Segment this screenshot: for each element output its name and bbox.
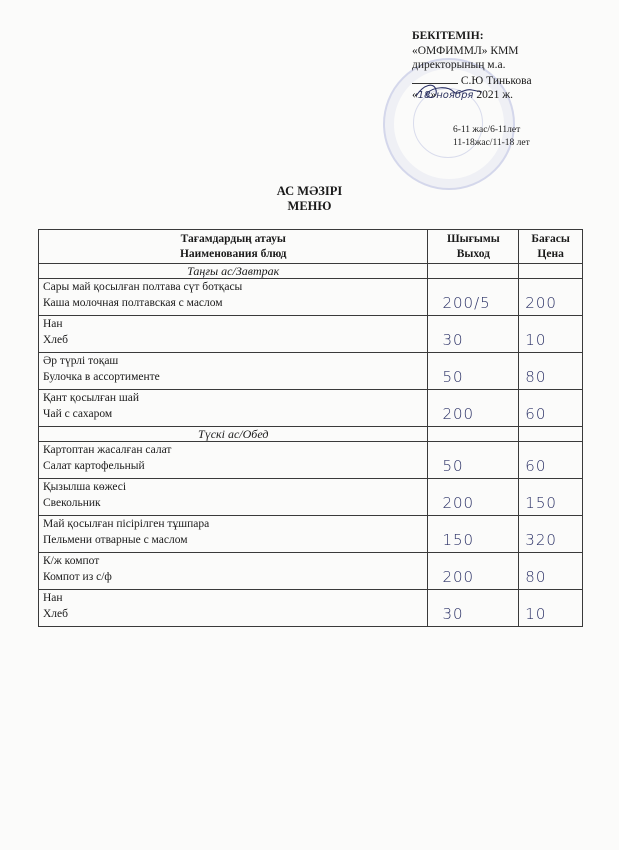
section-label-breakfast: Таңғы ас/Завтрак: [39, 264, 428, 279]
dish-output: [428, 316, 519, 353]
table-row: [39, 442, 583, 479]
price-value: 60: [525, 405, 547, 423]
header-price-ru: Цена: [537, 247, 564, 260]
dish-name-kz: Әр түрлі тоқаш: [43, 355, 119, 367]
output-value: 30: [442, 605, 464, 623]
header-price: [519, 230, 583, 264]
dish-output: [428, 390, 519, 427]
price-value: 60: [525, 457, 547, 475]
price-value: 10: [525, 605, 547, 623]
dish-name: [39, 353, 428, 390]
dish-name-kz: Май қосылған пісірілген тұшпара: [43, 518, 210, 530]
dish-price: [519, 590, 583, 627]
dish-name-kz: К/ж компот: [43, 555, 100, 567]
dish-output: [428, 479, 519, 516]
dish-name-ru: Салат картофельный: [43, 459, 145, 472]
dish-output: [428, 553, 519, 590]
dish-price: [519, 442, 583, 479]
dish-price: [519, 553, 583, 590]
dish-price: [519, 390, 583, 427]
price-value: 10: [525, 331, 547, 349]
dish-name-kz: Нан: [43, 592, 63, 604]
dish-name-ru: Каша молочная полтавская с маслом: [43, 296, 223, 309]
approval-signer: С.Ю Тинькова: [460, 74, 532, 87]
approval-signer-line: [412, 73, 612, 89]
date-year: 2021 ж.: [476, 89, 514, 101]
dish-output: [428, 516, 519, 553]
dish-name-ru: Пельмени отварные с маслом: [43, 533, 188, 546]
table-row: [39, 590, 583, 627]
age-group-1: 6-11 жас/6-11лет: [453, 125, 521, 135]
dish-name-ru: Свекольник: [43, 496, 101, 509]
date-open-quote: «: [412, 89, 418, 101]
table-row: [39, 316, 583, 353]
age-groups: [453, 124, 530, 149]
price-value: 80: [525, 568, 547, 586]
date-month: ноября: [436, 90, 474, 101]
output-value: 200: [442, 494, 475, 512]
dish-name-ru: Чай с сахаром: [43, 407, 113, 420]
header-out-ru: Выход: [456, 247, 490, 260]
dish-output: [428, 590, 519, 627]
table-row: [39, 390, 583, 427]
header-name-ru: Наименования блюд: [179, 247, 287, 260]
menu-title-ru: МЕНЮ: [287, 199, 332, 213]
output-value: 50: [442, 457, 464, 475]
date-day: 18: [417, 90, 431, 101]
menu-title-kz: АС МӘЗІРІ: [276, 184, 343, 198]
dish-name-ru: Хлеб: [43, 333, 68, 346]
output-value: 200/5: [442, 294, 491, 312]
dish-price: [519, 516, 583, 553]
output-value: 50: [442, 368, 464, 386]
section-row-breakfast: [39, 264, 583, 279]
table-row: [39, 553, 583, 590]
dish-name: [39, 516, 428, 553]
header-output: [428, 230, 519, 264]
table-row: [39, 279, 583, 316]
price-value: 200: [525, 294, 557, 312]
header-out-kz: Шығымы: [447, 233, 500, 245]
dish-output: [428, 279, 519, 316]
approval-org: «ОМФИММЛ» КММ: [412, 44, 519, 57]
dish-name-kz: Қызылша көжесі: [43, 481, 127, 493]
approval-role: директорының м.а.: [412, 59, 506, 71]
dish-name: [39, 279, 428, 316]
age-group-2: 11-18жас/11-18 лет: [453, 137, 530, 148]
table-row: [39, 353, 583, 390]
dish-name-ru: Булочка в ассортименте: [43, 370, 160, 383]
output-value: 30: [442, 331, 464, 349]
dish-name-kz: Қант қосылған шай: [43, 392, 139, 404]
approval-title: БЕКІТЕМІН:: [412, 30, 484, 42]
dish-price: [519, 479, 583, 516]
header-dish-name: [39, 230, 428, 264]
dish-name: [39, 479, 428, 516]
dish-name-ru: Компот из с/ф: [43, 570, 112, 583]
signature-line: [412, 73, 458, 84]
date-close-quote: »: [430, 89, 437, 101]
price-value: 80: [525, 368, 547, 386]
dish-name-kz: Сары май қосылған полтава сүт ботқасы: [43, 281, 243, 293]
table-header-row: [39, 230, 583, 264]
menu-table: [38, 229, 583, 627]
dish-output: [428, 442, 519, 479]
price-value: 150: [525, 494, 557, 512]
header-name-kz: Тағамдардың атауы: [180, 233, 286, 245]
approval-block: [412, 29, 612, 104]
table-row: [39, 516, 583, 553]
dish-name: [39, 442, 428, 479]
dish-name: [39, 590, 428, 627]
dish-name: [39, 316, 428, 353]
dish-output: [428, 353, 519, 390]
section-label-lunch: Түскі ас/Обед: [39, 427, 428, 442]
header-price-kz: Бағасы: [531, 233, 570, 245]
dish-name-kz: Нан: [43, 318, 63, 330]
dish-price: [519, 353, 583, 390]
table-row: [39, 479, 583, 516]
dish-price: [519, 316, 583, 353]
output-value: 150: [442, 531, 475, 549]
dish-name-kz: Картоптан жасалған салат: [43, 444, 172, 456]
price-value: 320: [525, 531, 557, 549]
dish-price: [519, 279, 583, 316]
section-row-lunch: [39, 427, 583, 442]
output-value: 200: [442, 568, 475, 586]
dish-name: [39, 553, 428, 590]
dish-name-ru: Хлеб: [43, 607, 68, 620]
dish-name: [39, 390, 428, 427]
approval-date: [412, 88, 612, 104]
output-value: 200: [442, 405, 475, 423]
